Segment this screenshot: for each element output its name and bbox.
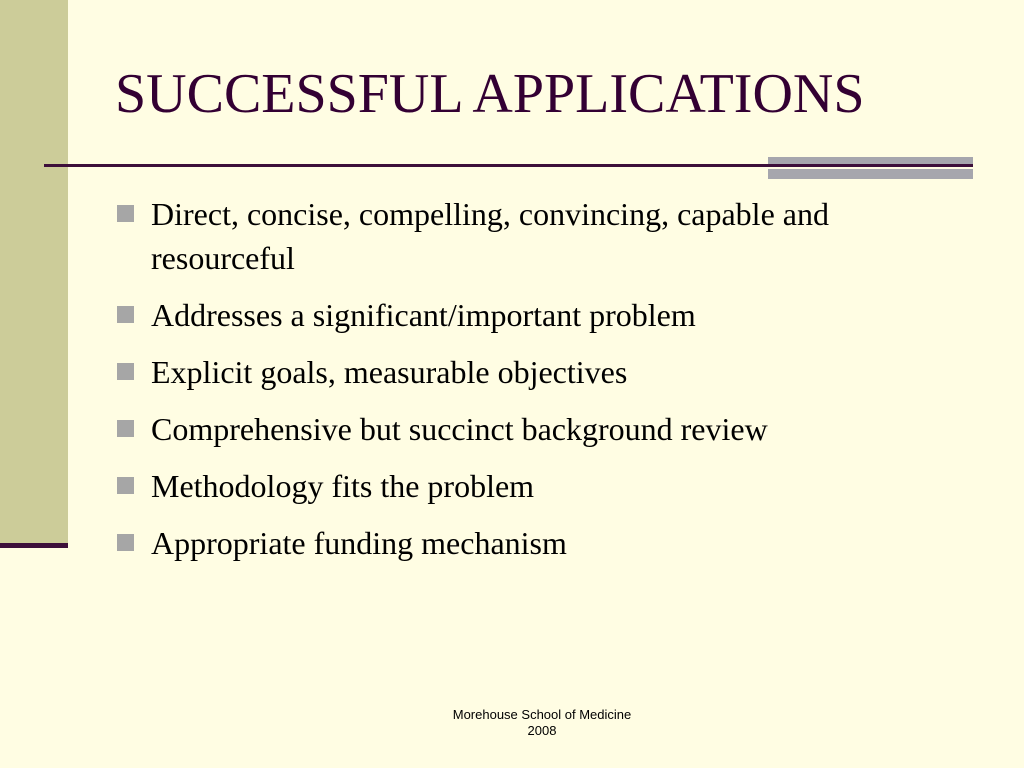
- footer-year: 2008: [527, 723, 557, 738]
- title-accent-bar-upper: [768, 157, 973, 164]
- square-bullet-icon: [117, 420, 134, 437]
- bullet-item-significant-problem: [115, 293, 945, 337]
- bullet-item-funding-mechanism: [115, 521, 945, 565]
- title-accent-bar-lower: [768, 169, 973, 179]
- slide-title: SUCCESSFUL APPLICATIONS: [115, 63, 865, 125]
- bullet-item-explicit-goals: [115, 350, 945, 394]
- bullet-list: [115, 192, 945, 578]
- bullet-text: Explicit goals, measurable objectives: [151, 354, 628, 390]
- square-bullet-icon: [117, 534, 134, 551]
- square-bullet-icon: [117, 477, 134, 494]
- footer-organization: Morehouse School of Medicine: [452, 707, 632, 722]
- title-underline-rule: [44, 164, 973, 167]
- square-bullet-icon: [117, 363, 134, 380]
- bullet-text: Comprehensive but succinct background review: [151, 411, 768, 447]
- bullet-item-direct-concise: [115, 192, 945, 280]
- bullet-text: Addresses a significant/important problem: [151, 297, 696, 333]
- square-bullet-icon: [117, 205, 134, 222]
- bullet-text: Methodology fits the problem: [151, 468, 535, 504]
- slide-footer: [412, 707, 672, 739]
- bullet-item-background-review: [115, 407, 945, 451]
- square-bullet-icon: [117, 306, 134, 323]
- bullet-text: Appropriate funding mechanism: [151, 525, 567, 561]
- bullet-item-methodology: [115, 464, 945, 508]
- bullet-text: Direct, concise, compelling, convincing, capable and resourceful: [151, 196, 829, 276]
- left-decorative-band: [0, 0, 68, 544]
- left-accent-bar: [0, 543, 68, 548]
